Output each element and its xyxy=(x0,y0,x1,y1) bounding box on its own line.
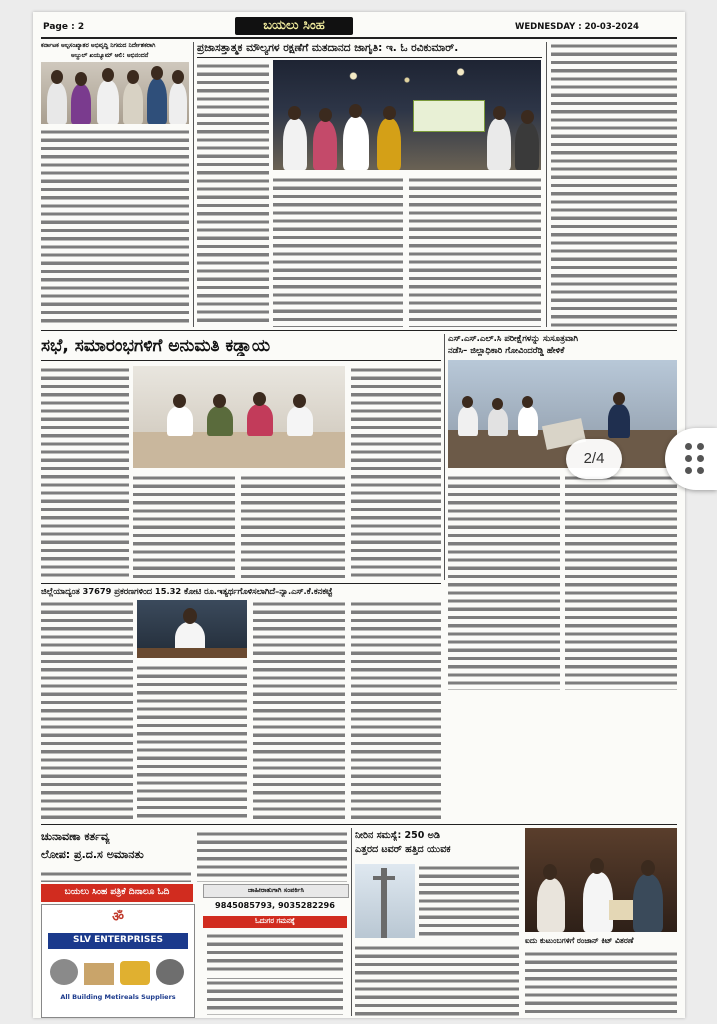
story-photo xyxy=(525,828,677,932)
ad-products xyxy=(48,955,188,989)
story-headline: ಸಭೆ, ಸಮಾರಂಭಗಳಿಗೆ ಅನುಮತಿ ಕಡ್ಡಾಯ xyxy=(41,336,271,356)
ad-notice-title: ಓದುಗರ ಗಮನಕ್ಕೆ xyxy=(255,917,295,925)
story-headline: ಎಸ್.ಎಸ್.ಎಲ್.ಸಿ ಪರೀಕ್ಷೆಗಳನ್ನು ಸುಸೂತ್ರವಾಗಿ xyxy=(448,334,579,344)
story-permission-mandatory xyxy=(41,334,441,580)
ad-notice-box xyxy=(203,916,347,928)
ad-classified xyxy=(203,884,347,1016)
subscribe-text: ಬಯಲು ಸಿಂಹ ಪತ್ರಿಕೆ ದಿನಾಲೂ ಓದಿ xyxy=(64,887,170,897)
story-kicker-2: ಅಬ್ದುಲ್ ಖಯ್ಯೂಮ್ ಆಲಿ: ಅಭಿನಂದನೆ xyxy=(71,52,149,59)
story-sslc-exams xyxy=(448,334,677,690)
newspaper-page xyxy=(33,12,685,1018)
page-number: Page : 2 xyxy=(43,22,85,32)
story-voting-awareness xyxy=(197,42,677,327)
story-headline-2: ಎತ್ತರದ ಟವರ್ ಹತ್ತಿದ ಯುವಕ xyxy=(355,844,451,855)
gallery-counter xyxy=(566,439,622,479)
story-headline: ಐದು ಕುಟುಂಬಗಳಿಗೆ ರಂಜಾನ್ ಕಿಟ್ ವಿತರಣೆ xyxy=(525,936,634,945)
story-headline-2: ಲೋಪ: ಪ್ರ.ದ.ಸ ಅಮಾನತು xyxy=(41,848,144,861)
story-photo xyxy=(273,60,541,170)
subscribe-banner xyxy=(41,884,193,902)
story-lok-adalat xyxy=(41,586,441,822)
ad-title-box xyxy=(48,933,188,949)
story-photo xyxy=(41,62,189,124)
story-tower-climb xyxy=(355,828,519,1018)
om-symbol: ॐ xyxy=(112,910,124,925)
gallery-counter-text: 2/4 xyxy=(583,450,605,467)
story-kicker: ಕರ್ನಾಟಕ ಅಲ್ಪಸಂಖ್ಯಾತರ ಅಭಿವೃದ್ಧಿ ನಿಗಮದ ನಿರ್ದೇಶಕರಾಗಿ xyxy=(41,42,156,49)
story-headline-2: ನಡೆಸಿ– ಜಿಲ್ಲಾಧಿಕಾರಿ ಗೋವಿಂದರೆಡ್ಡಿ ಹೇಳಿಕೆ xyxy=(448,346,565,356)
paper-title: ಬಯಲು ಸಿಂಹ xyxy=(263,18,325,33)
story-abdul-khayyum xyxy=(41,42,189,327)
story-photo xyxy=(137,600,247,658)
ad-header-box xyxy=(203,884,349,898)
story-headline: ನೀರಿನ ಸಮಸ್ಯೆ: 250 ಅಡಿ xyxy=(355,830,440,841)
story-photo xyxy=(355,864,415,938)
issue-date: WEDNESDAY : 20-03-2024 xyxy=(515,22,639,32)
story-photo xyxy=(448,360,677,468)
story-headline: ಜಿಲ್ಲೆಯಾದ್ಯಂತ 37679 ಪ್ರಕರಣಗಳಿಂದ 15.32 ಕೋಟಿ ರೂ.ಇತ್ಯರ್ಥಗೊಳಿಸಲಾಗಿದೆ–ನ್ಯಾ.ಎಸ್.ಕೆ.ಕನಕಟ್ಟೆ xyxy=(41,586,333,596)
ad-title: SLV ENTERPRISES xyxy=(73,935,163,945)
story-ramzan-kit xyxy=(525,828,677,1018)
masthead xyxy=(33,12,685,38)
grid-dots-icon xyxy=(685,443,705,475)
ad-phone: 9845085793, 9035282296 xyxy=(215,900,335,910)
ad-header: ಜಾಹೀರಾತುಗಾಗಿ ಸಂಪರ್ಕಿಸಿ xyxy=(247,886,305,894)
ad-subtitle: All Building Metireals Suppliers xyxy=(60,993,176,1001)
masthead-title-box xyxy=(235,17,353,35)
story-photo xyxy=(133,366,345,468)
ad-slv-enterprises xyxy=(41,904,195,1018)
story-election-duty-suspension xyxy=(41,830,191,870)
story-headline: ಚುನಾವಣಾ ಕರ್ತವ್ಯ xyxy=(41,830,110,843)
story-headline: ಪ್ರಜಾಸತ್ತಾತ್ಮಕ ಮೌಲ್ಯಗಳ ರಕ್ಷಣೆಗೆ ಮತದಾನದ ಜಾಗೃತಿ: ಇ. ಓ ರವಿಕುಮಾರ್. xyxy=(197,42,459,54)
